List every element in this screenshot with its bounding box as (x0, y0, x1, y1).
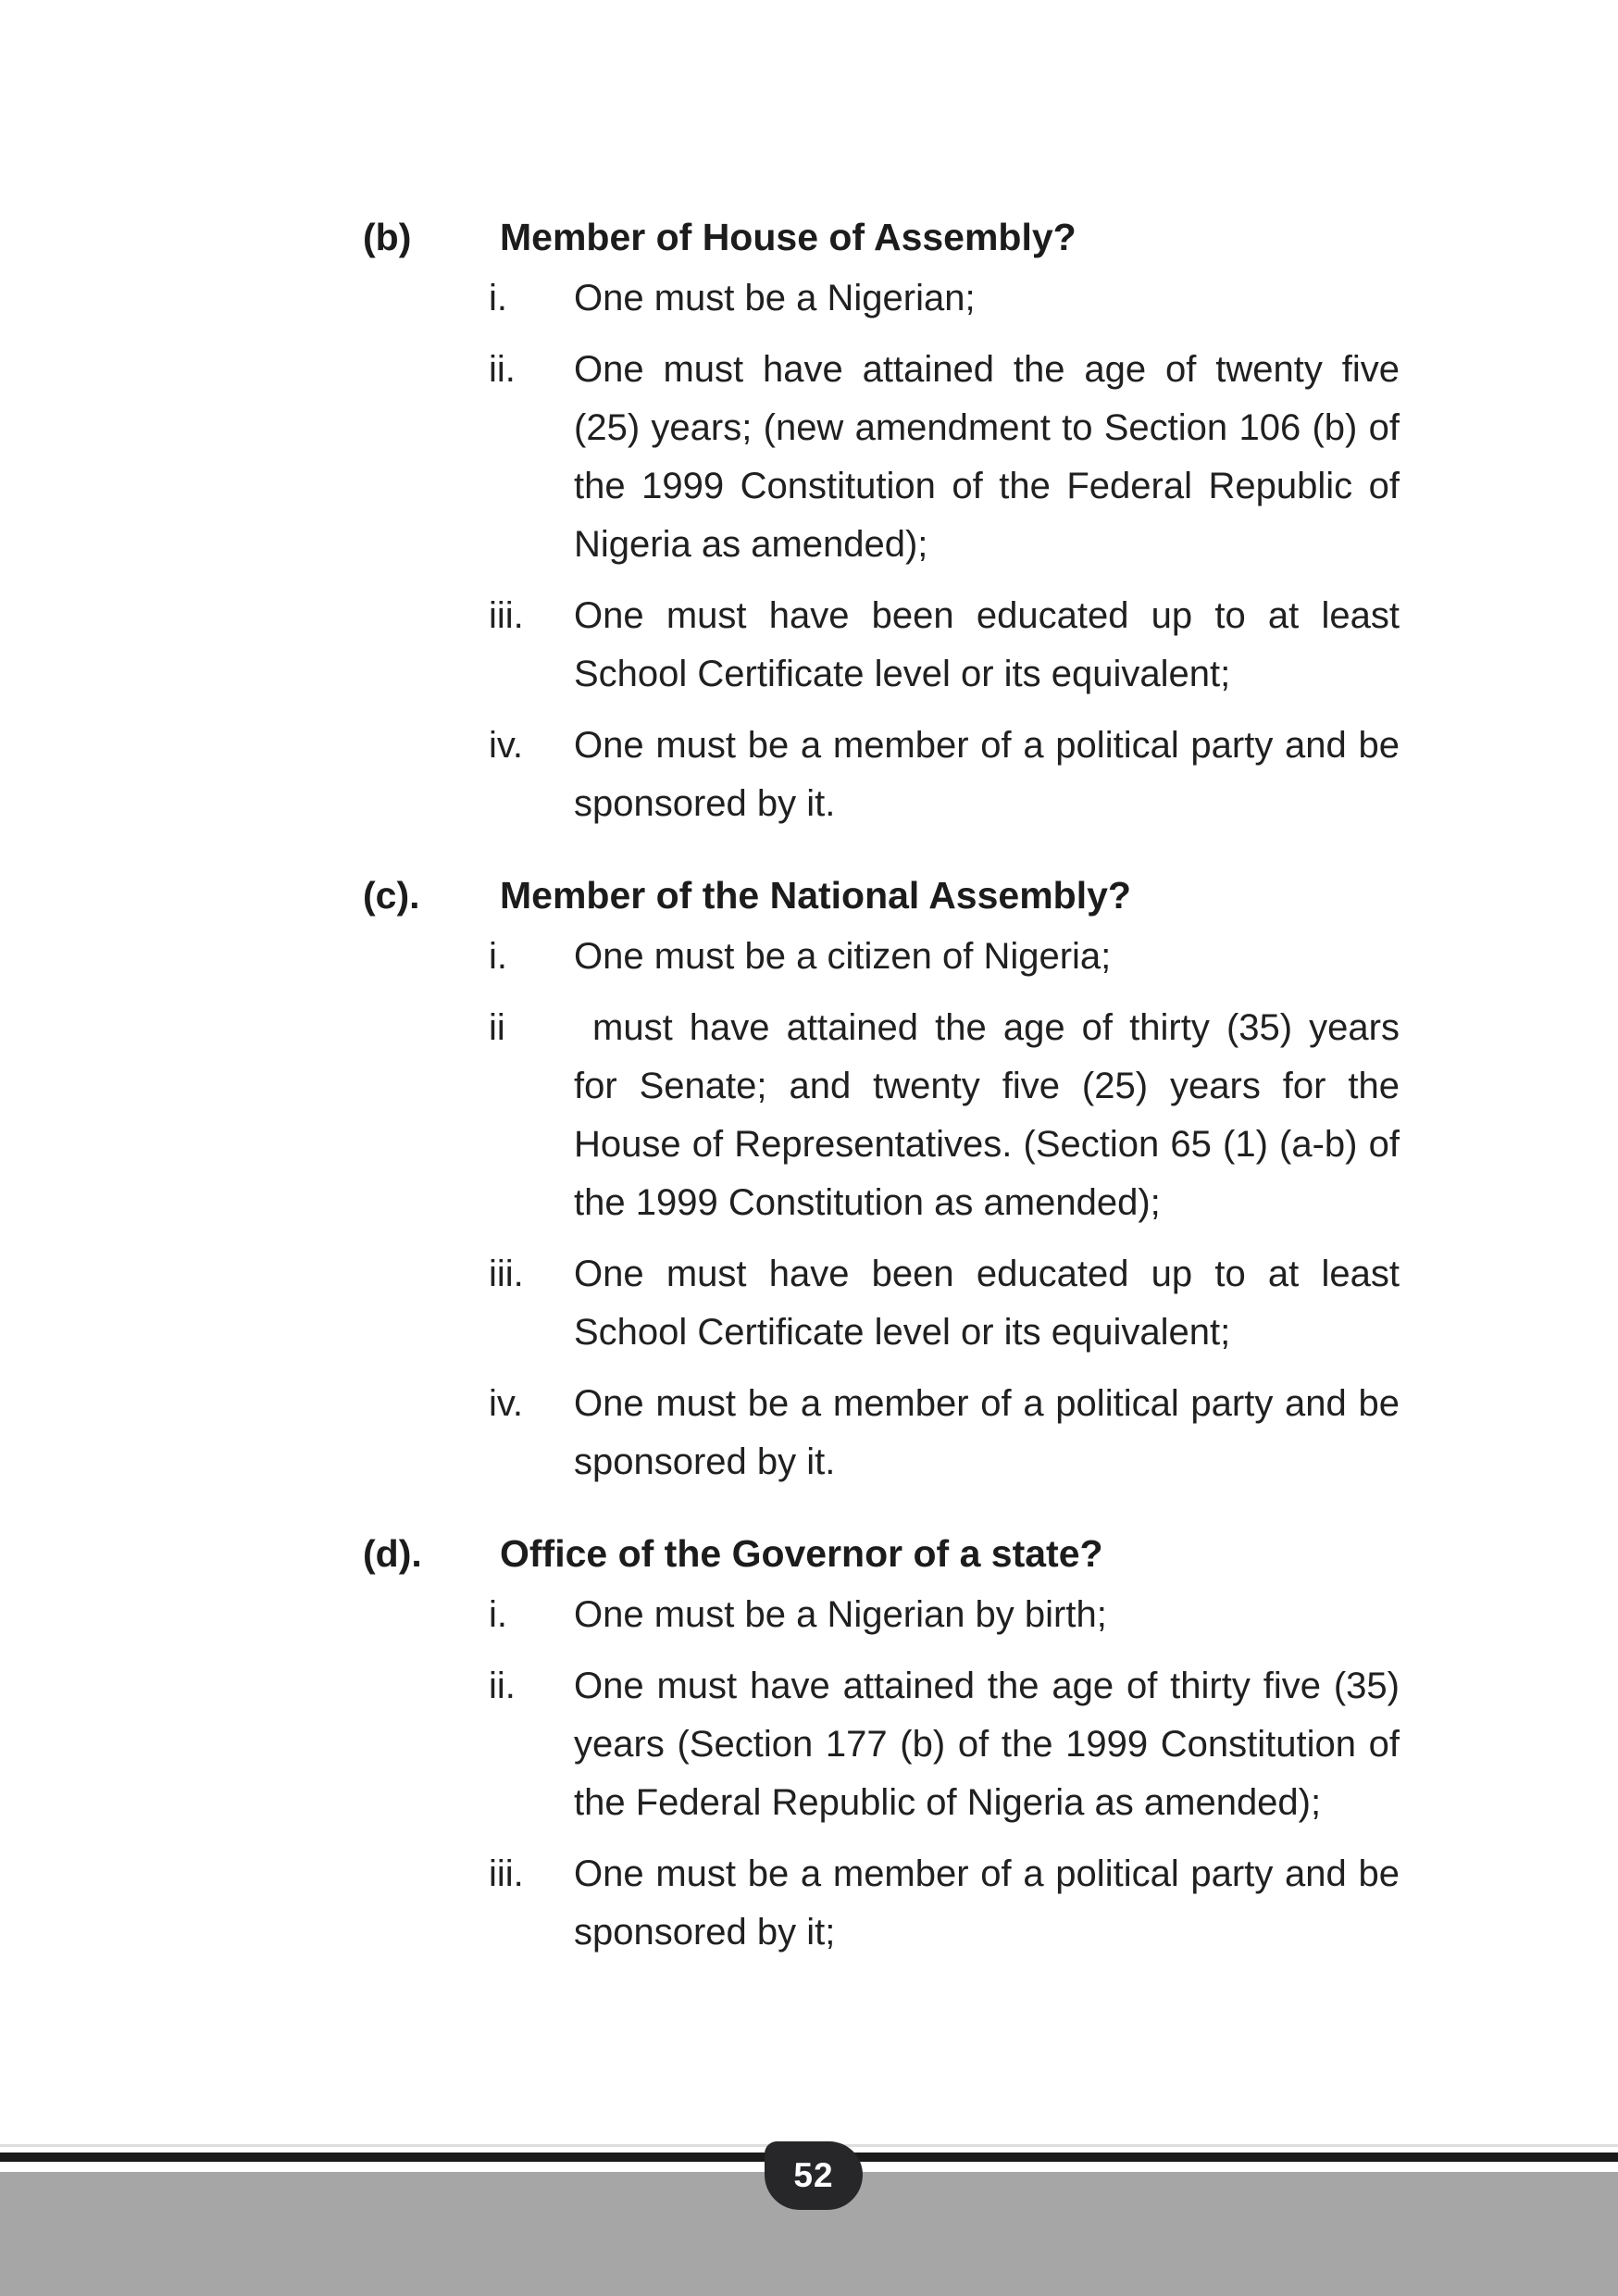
page-content (363, 208, 1400, 1962)
item-text: One must be a member of a political party and be sponsored by it. (574, 1383, 1400, 1482)
page-number: 52 (793, 2156, 834, 2194)
list-item (363, 269, 1400, 328)
section-b (363, 208, 1400, 833)
section-label: (b) (363, 216, 412, 258)
item-text: One must have been educated up to at least School Certificate level or its equivalent; (574, 595, 1400, 694)
list-item (363, 1586, 1400, 1644)
section-d-list (363, 1586, 1400, 1962)
section-title: Office of the Governor of a state? (500, 1532, 1103, 1575)
item-numeral: i. (489, 1594, 507, 1635)
section-d-heading (363, 1525, 1400, 1583)
list-item (363, 928, 1400, 986)
section-c-list (363, 928, 1400, 1491)
section-title: Member of the National Assembly? (500, 874, 1131, 917)
item-numeral: iii. (489, 595, 524, 636)
section-c (363, 867, 1400, 1491)
list-item (363, 1245, 1400, 1362)
item-numeral: ii. (489, 349, 516, 390)
item-numeral: iv. (489, 1383, 524, 1424)
item-text: One must be a Nigerian by birth; (574, 1594, 1107, 1635)
section-b-heading (363, 208, 1400, 267)
list-item (363, 587, 1400, 704)
item-numeral: i. (489, 936, 507, 977)
section-label: (c). (363, 874, 420, 917)
item-numeral: ii. (489, 1666, 516, 1706)
section-d (363, 1525, 1400, 1962)
section-label: (d). (363, 1532, 422, 1575)
list-item (363, 341, 1400, 574)
section-c-heading (363, 867, 1400, 925)
item-text: One must have been educated up to at least School Certificate level or its equivalent; (574, 1254, 1400, 1353)
list-item (363, 1657, 1400, 1832)
section-b-list (363, 269, 1400, 833)
item-numeral: iii. (489, 1853, 524, 1894)
item-text: One must have attained the age of twenty five (25) years; (new amendment to Section 106 (b) of the 1999 Constitution of the Federal Republic of Nigeria as amended); (574, 349, 1400, 565)
item-numeral: iv. (489, 725, 524, 766)
list-item (363, 999, 1400, 1232)
list-item (363, 717, 1400, 833)
item-text: One must be a Nigerian; (574, 278, 976, 318)
list-item (363, 1375, 1400, 1491)
item-text: One must be a member of a political party and be sponsored by it; (574, 1853, 1400, 1953)
item-text: must have attained the age of thirty (35) years for Senate; and twenty five (25) years for the House of Representatives. (Section 65 (1) (a-b) of the 1999 Constitution as amended); (574, 1007, 1400, 1223)
item-text: One must be a citizen of Nigeria; (574, 936, 1112, 977)
item-text: One must have attained the age of thirty five (35) years (Section 177 (b) of the 1999 Constitution of the Federal Republic of Nigeria as amended); (574, 1666, 1400, 1823)
item-numeral: i. (489, 278, 507, 318)
item-text: One must be a member of a political party and be sponsored by it. (574, 725, 1400, 824)
section-title: Member of House of Assembly? (500, 216, 1077, 258)
item-numeral: ii (489, 1007, 505, 1048)
list-item (363, 1845, 1400, 1962)
item-numeral: iii. (489, 1254, 524, 1294)
page-number-badge (765, 2141, 863, 2210)
